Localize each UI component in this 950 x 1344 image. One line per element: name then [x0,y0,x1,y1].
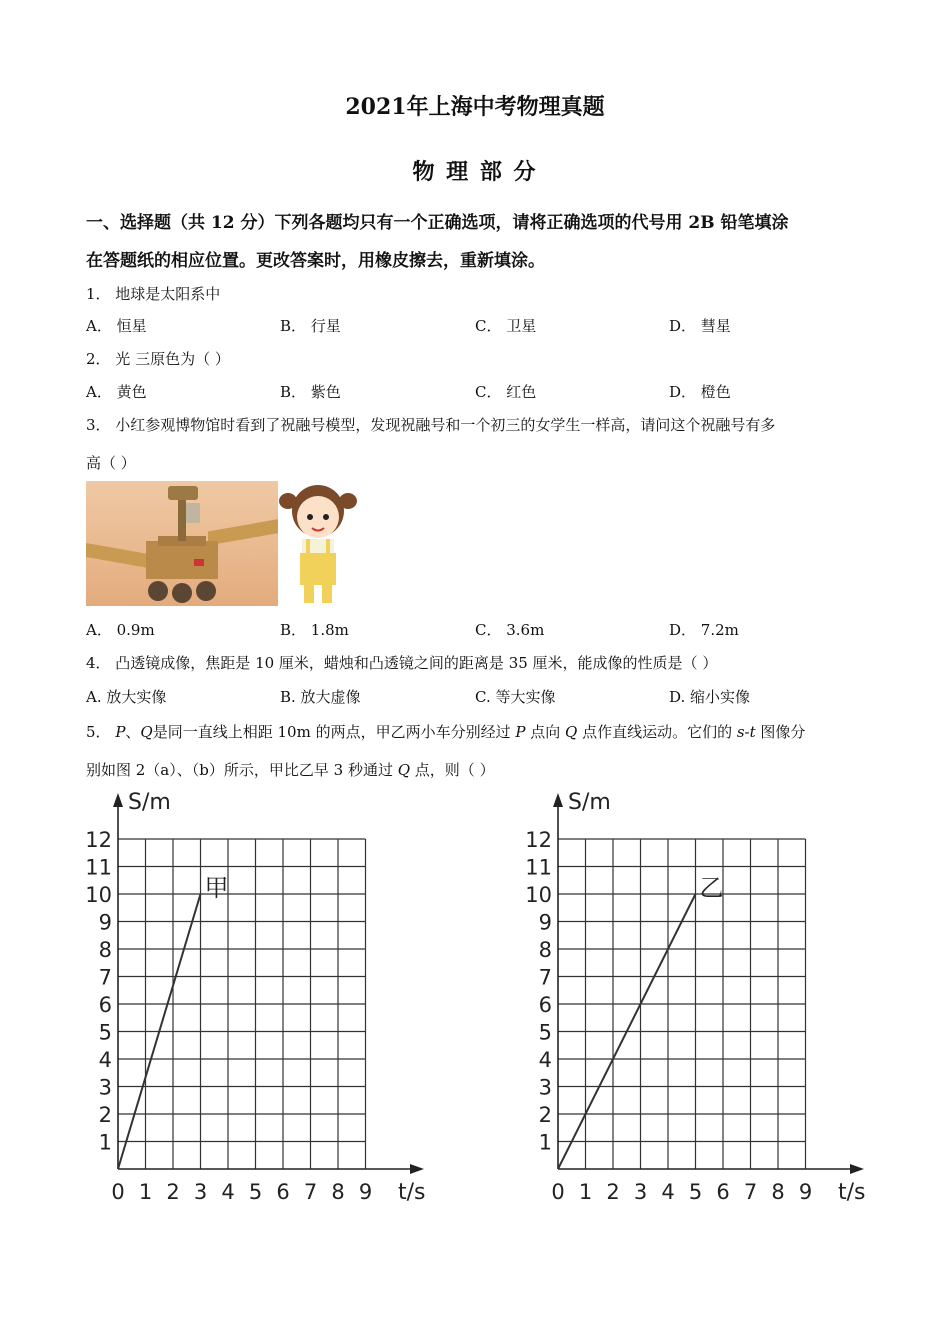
question-2-option-b: B． 紫色 [280,383,341,401]
y-axis-arrow [553,793,563,807]
x-tick-label: 1 [578,1180,593,1204]
x-tick-label: 3 [633,1180,648,1204]
y-tick-label: 10 [85,883,112,907]
x-tick-label: 7 [743,1180,758,1204]
question-4-option-b: B. 放大虚像 [280,688,361,706]
question-4-option-a: A. 放大实像 [86,688,167,706]
question-3-stem: 3． 小红参观博物馆时看到了祝融号模型，发现祝融号和一个初三的女学生一样高，请问这个祝融号有多 [86,416,776,434]
x-tick-label: 5 [688,1180,703,1204]
x-tick-label: 3 [193,1180,208,1204]
x-tick-label: 7 [303,1180,318,1204]
x-tick-label: 4 [661,1180,675,1204]
question-2-stem: 2． 光 三原色为（ ） [86,350,230,368]
y-tick-label: 10 [525,883,552,907]
x-tick-label: 0 [551,1180,565,1204]
y-tick-label: 1 [98,1130,112,1155]
y-tick-label: 6 [98,993,112,1017]
y-axis-label: S/m [568,790,611,815]
rover-photo [86,481,278,606]
y-tick-label: 7 [538,965,552,990]
x-axis-label: t/s [838,1180,866,1205]
x-tick-label: 5 [248,1180,263,1204]
x-tick-label: 4 [221,1180,235,1204]
y-tick-label: 4 [98,1048,112,1072]
girl-illustration [278,481,358,606]
y-tick-label: 2 [98,1103,112,1127]
x-tick-label: 6 [276,1180,290,1204]
question-3-option-c: C． 3.6m [475,621,545,639]
page-title: 2021年上海中考物理真题 [345,94,605,120]
section-heading: 物 理 部 分 [412,159,538,185]
x-tick-label: 0 [111,1180,125,1204]
y-tick-label: 1 [538,1130,552,1155]
question-5-stem-cont: 别如图 2（a）、（b）所示，甲比乙早 3 秒通过 Q 点，则（ ） [86,761,495,779]
y-tick-label: 8 [98,938,112,962]
x-tick-label: 9 [798,1180,813,1204]
x-tick-label: 1 [138,1180,153,1204]
y-tick-label: 8 [538,938,552,962]
series-label: 乙 [699,874,724,902]
y-tick-label: 9 [98,910,112,935]
y-tick-label: 9 [538,910,552,935]
x-tick-label: 8 [331,1180,345,1204]
x-tick-label: 6 [716,1180,730,1204]
x-tick-label: 2 [166,1180,180,1204]
question-3-option-d: D． 7.2m [669,621,739,639]
y-tick-label: 2 [538,1103,552,1127]
question-2-option-d: D． 橙色 [669,383,731,401]
x-tick-label: 9 [358,1180,373,1204]
x-axis-arrow [410,1164,424,1174]
y-tick-label: 6 [538,993,552,1017]
y-tick-label: 5 [98,1020,112,1045]
question-1-option-d: D． 彗星 [669,317,731,335]
question-4-stem: 4． 凸透镜成像，焦距是 10 厘米，蜡烛和凸透镜之间的距离是 35 厘米，能成像的性质是（ ） [86,654,718,672]
section-instructions-line1: 一、选择题（共 12 分）下列各题均只有一个正确选项，请将正确选项的代号用 2B 铅笔填涂 [86,213,789,233]
st-graph-a [80,785,440,1210]
y-tick-label: 11 [525,855,552,880]
y-axis-arrow [113,793,123,807]
series-label: 甲 [204,874,229,902]
y-tick-label: 5 [538,1020,552,1045]
x-tick-label: 8 [771,1180,785,1204]
question-1-stem: 1． 地球是太阳系中 [86,285,221,303]
y-tick-label: 3 [98,1075,112,1100]
question-1-option-b: B． 行星 [280,317,341,335]
y-tick-label: 11 [85,855,112,880]
question-3-stem-cont: 高（ ） [86,454,136,472]
st-graph-b [520,785,880,1210]
y-tick-label: 3 [538,1075,552,1100]
y-axis-label: S/m [128,790,171,815]
y-tick-label: 7 [98,965,112,990]
question-4-option-c: C. 等大实像 [475,688,556,706]
x-axis-arrow [850,1164,864,1174]
y-tick-label: 4 [538,1048,552,1072]
y-tick-label: 12 [85,828,112,852]
question-2-option-c: C． 红色 [475,383,537,401]
question-1-option-a: A． 恒星 [86,317,147,335]
question-2-option-a: A． 黄色 [86,383,147,401]
x-tick-label: 2 [606,1180,620,1204]
question-4-option-d: D. 缩小实像 [669,688,751,706]
question-5-stem: 5． P、Q是同一直线上相距 10m 的两点，甲乙两小车分别经过 P 点向 Q 点作直线运动。它们的 s-t 图像分 [86,723,806,741]
y-tick-label: 12 [525,828,552,852]
question-3-option-a: A． 0.9m [86,621,155,639]
x-axis-label: t/s [398,1180,426,1205]
question-1-option-c: C． 卫星 [475,317,537,335]
question-3-option-b: B． 1.8m [280,621,349,639]
section-instructions-line2: 在答题纸的相应位置。更改答案时，用橡皮擦去，重新填涂。 [86,251,545,271]
